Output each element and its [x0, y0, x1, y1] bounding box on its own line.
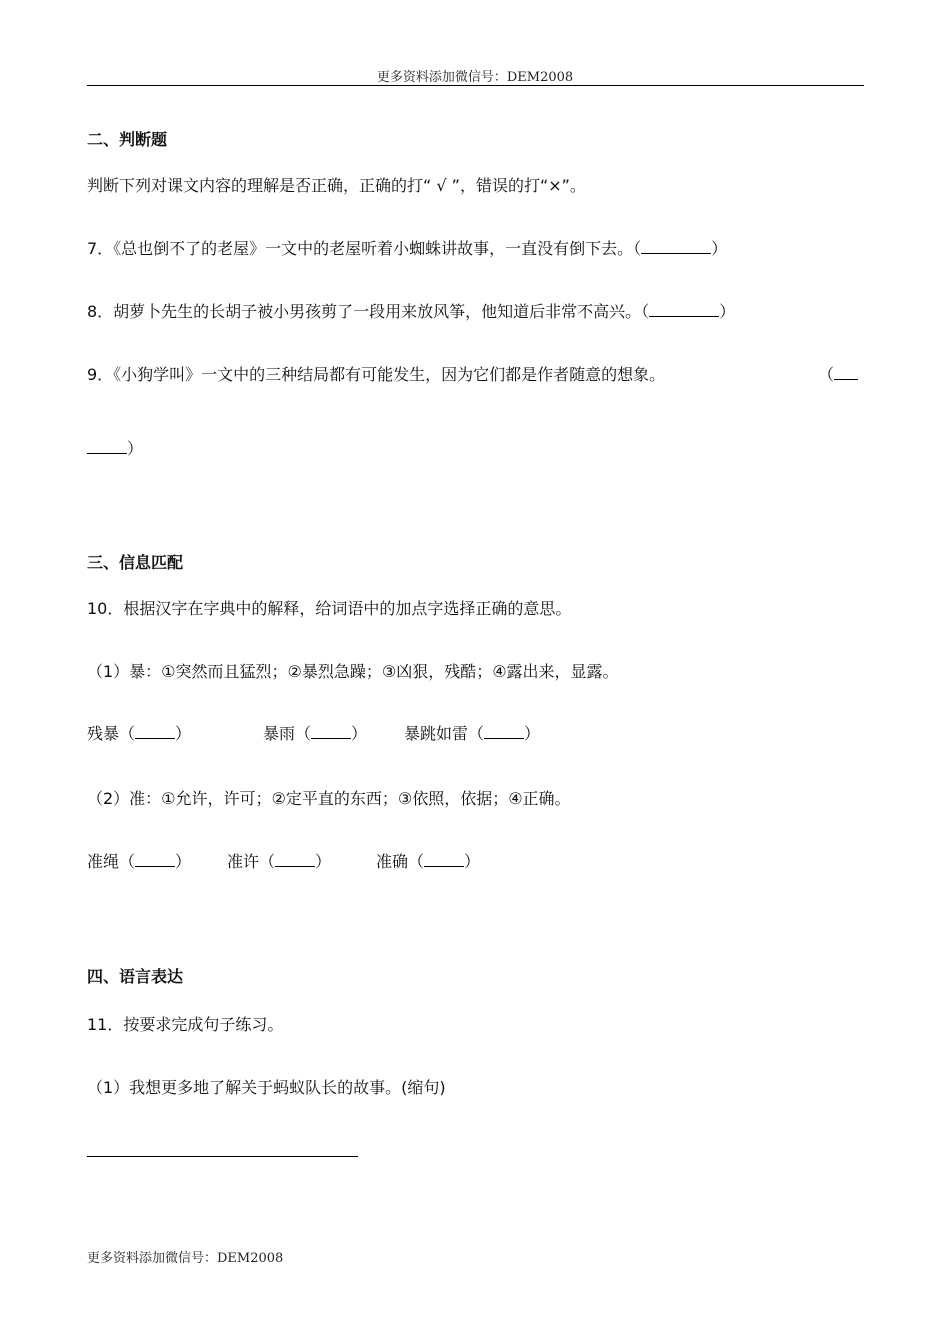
question-9-open: （ — [818, 362, 858, 385]
answer-blank-q7[interactable] — [641, 253, 711, 254]
word-item: 准确（ ） — [376, 852, 481, 871]
definition-zhun: （2）准：①允许，许可；②定平直的东西；③依照，依据；④正确。 — [87, 789, 571, 808]
question-8 — [87, 299, 735, 322]
word-item: 残暴（ ） — [87, 724, 192, 743]
page-footer: 更多资料添加微信号：DEM2008 — [87, 1251, 284, 1266]
question-7-close: ） — [711, 239, 728, 258]
question-7 — [87, 236, 727, 259]
answer-blank-baotiaorulei[interactable] — [484, 738, 524, 739]
answer-blank-canbao[interactable] — [135, 738, 175, 739]
answer-blank-q9-part1[interactable] — [834, 379, 858, 380]
answer-blank-zhunsheng[interactable] — [135, 866, 175, 867]
section-title-expression: 四、语言表达 — [87, 967, 184, 986]
page-header: 更多资料添加微信号：DEM2008 — [376, 70, 574, 85]
answer-line-q11-sub1[interactable] — [87, 1156, 358, 1157]
section-title-matching: 三、信息匹配 — [87, 553, 184, 572]
question-11-sub1: （1）我想更多地了解关于蚂蚁队长的故事。(缩句) — [87, 1078, 446, 1097]
answer-blank-q8[interactable] — [649, 316, 719, 317]
section-title-judgement: 二、判断题 — [87, 130, 168, 149]
answer-blank-baoyu[interactable] — [311, 738, 351, 739]
header-divider — [87, 85, 864, 86]
question-10: 10．根据汉字在字典中的解释，给词语中的加点字选择正确的意思。 — [87, 599, 572, 618]
answer-blank-q9-part2[interactable] — [87, 453, 127, 454]
answer-blank-zhunxu[interactable] — [275, 866, 315, 867]
question-8-text: 8．胡萝卜先生的长胡子被小男孩剪了一段用来放风筝，他知道后非常不高兴。（ — [87, 302, 650, 321]
question-8-close: ） — [719, 302, 736, 321]
judgement-instruction: 判断下列对课文内容的理解是否正确，正确的打“ √ ”，错误的打“×”。 — [87, 176, 586, 195]
word-item: 准许（ ） — [227, 852, 332, 871]
word-item: 准绳（ ） — [87, 852, 192, 871]
question-9-text: 9．《小狗学叫》一文中的三种结局都有可能发生，因为它们都是作者随意的想象。 — [87, 365, 666, 384]
definition-bao: （1）暴：①突然而且猛烈；②暴烈急躁；③凶狠，残酷；④露出来，显露。 — [87, 662, 619, 681]
question-9-close-line: ） — [87, 436, 143, 459]
question-7-text: 7．《总也倒不了的老屋》一文中的老屋听着小蜘蛛讲故事，一直没有倒下去。（ — [87, 239, 642, 258]
question-11: 11．按要求完成句子练习。 — [87, 1015, 284, 1034]
answer-blank-zhunque[interactable] — [424, 866, 464, 867]
word-item: 暴雨（ ） — [263, 724, 368, 743]
word-item: 暴跳如雷（ ） — [404, 724, 541, 743]
